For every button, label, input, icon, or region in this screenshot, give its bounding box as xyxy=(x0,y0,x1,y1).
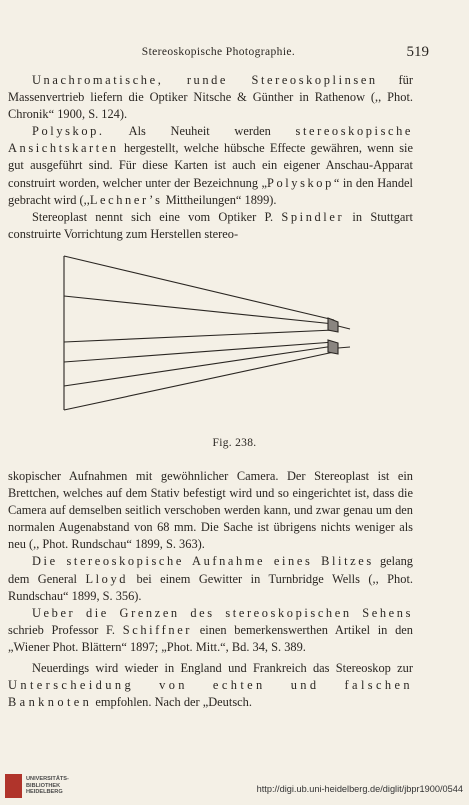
text-block-middle xyxy=(8,468,413,656)
emphasis-spaced: Polyskop xyxy=(266,175,334,190)
figure-238-illustration xyxy=(52,250,362,445)
paragraph-text: einen bemerkenswerthen Artikel in den „Wiener Phot. Blättern“ 1897; „Phot. Mitt.“, Bd. 34, S. 389. xyxy=(8,622,413,654)
paragraph-text: in Stuttgart construirte Vorrichtung zum Herstellen stereo- xyxy=(8,209,413,241)
emphasis-spaced: Unachromatische, runde Stereoskoplinsen xyxy=(32,73,378,87)
stamp-line: BIBLIOTHEK xyxy=(26,782,61,789)
library-logo-icon xyxy=(5,774,22,798)
prism-lower xyxy=(328,340,338,354)
paragraph-achromatic-lenses xyxy=(8,72,413,123)
paragraph-text: für Massenvertrieb liefern die Optiker Nitsche & Günther in Rathenow (,, Phot. Chronik“ 1900, S. 124). xyxy=(8,73,414,122)
paragraph-text: schrieb Professor F. xyxy=(8,622,123,637)
eye-line-lower xyxy=(338,347,350,348)
text-block-top xyxy=(8,72,413,243)
paragraph-text: Mittheilungen“ 1899). xyxy=(162,192,277,207)
ray-upper-3 xyxy=(64,330,334,342)
paragraph-text: empfohlen. Nach der „Deutsch. xyxy=(92,695,252,710)
paragraph-lightning xyxy=(8,553,413,604)
emphasis-spaced: Lechner’s xyxy=(89,192,163,207)
eye-line-upper xyxy=(338,326,350,329)
emphasis-spaced: Lloyd xyxy=(85,571,129,586)
page-number: 519 xyxy=(406,44,429,60)
ray-lower-3 xyxy=(64,352,334,410)
emphasis-spaced: Schiffner xyxy=(122,622,193,637)
paragraph-stereoplast-cont: skopischer Aufnahmen mit gewöhnlicher Camera. Der Stereoplast ist ein Brettchen, welches auf dem Stativ befestigt wird und so eingerichtet ist, dass die Camera auf demselben seitlich verschoben werden kann, und zwar genau um den normalen Augenabstand von 68 mm. Die Sache ist übrigens nichts weniger als neu (,, Phot. Rundschau“ 1899, S. 363). xyxy=(8,469,413,552)
source-url-link[interactable]: http://digi.ub.uni-heidelberg.de/diglit/jbpr1900/0544 xyxy=(256,784,463,794)
paragraph-polyskop xyxy=(8,123,413,208)
emphasis-spaced: Polyskop. xyxy=(32,124,105,139)
emphasis-spaced: stereoskopische Ansichtskarten xyxy=(8,124,413,156)
stamp-line: HEIDELBERG xyxy=(26,789,63,796)
library-stamp xyxy=(5,772,85,800)
paragraph-limits xyxy=(8,605,413,656)
running-title: Stereoskopische Photographie. xyxy=(141,46,296,58)
paragraph-text: Stereoplast nennt sich eine vom Optiker P. xyxy=(32,209,282,224)
emphasis-spaced: Spindler xyxy=(281,209,345,224)
paragraph-text: bei einem Gewitter in Turnbridge Wells (,, Phot. Rundschau“ 1899, S. 356). xyxy=(8,571,413,603)
paragraph-text: Als Neuheit werden xyxy=(104,124,296,139)
paragraph-stereoplast xyxy=(8,209,413,243)
stamp-line: UNIVERSITÄTS- xyxy=(26,776,69,782)
paragraph-text: “ in den Handel gebracht wird (,, xyxy=(8,175,413,207)
prism-upper xyxy=(328,318,338,332)
paragraph-text: Neuerdings wird wieder in England und Frankreich das Stereoskop zur xyxy=(32,661,413,675)
paragraph-text: hergestellt, welche hübsche Effecte gewähren, wenn sie gut ausgeführt sind. Für diese Karten ist auch ein eigener Anschau-Apparat construirt worden, welcher unter der Bezeichnung „ xyxy=(8,141,413,190)
emphasis-spaced: Ueber die Grenzen des stereoskopischen Sehens xyxy=(32,605,413,620)
emphasis-spaced: Die stereoskopische Aufnahme eines Blitzes xyxy=(32,554,374,569)
paragraph-banknotes xyxy=(8,660,413,711)
emphasis-spaced: Unterscheidung von echten und falschen Banknoten xyxy=(8,678,413,710)
library-stamp-text xyxy=(26,776,69,796)
page-header xyxy=(8,44,429,64)
text-block-bottom xyxy=(8,660,413,711)
paragraph-text: gelang dem General xyxy=(8,554,413,586)
figure-caption: Fig. 238. xyxy=(212,437,257,449)
